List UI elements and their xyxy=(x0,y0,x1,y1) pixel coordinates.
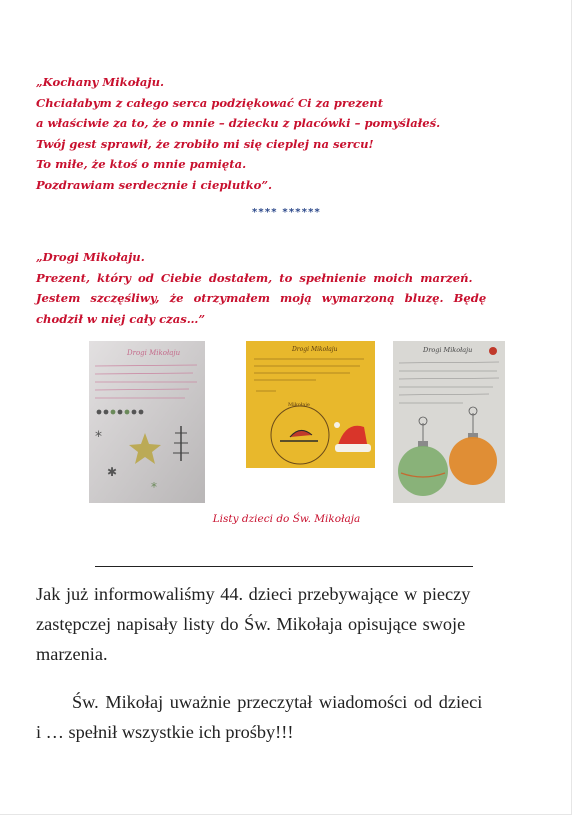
svg-text:*: * xyxy=(151,480,157,494)
letter2-line: Jestem szczęśliwy, że otrzymałem moją wymarzoną bluzę. Będę xyxy=(36,291,487,305)
letter1-line: „Kochany Mikołaju. xyxy=(36,75,165,89)
photo1-heading: Drogi Mikołaju xyxy=(127,349,181,357)
photo2-label: Mikołaje xyxy=(288,402,310,408)
letter1-line: a właściwie za to, że o mnie – dziecku z placówki – pomyślałeś. xyxy=(36,116,441,130)
horizontal-rule xyxy=(95,566,473,567)
letter1-line: Chciałabym z całego serca podziękować Ci za prezent xyxy=(36,95,384,110)
separator-stars: **** ****** xyxy=(252,207,321,218)
svg-text:✱: ✱ xyxy=(107,465,118,479)
letter1-line: To miłe, że ktoś o mnie pamięta. xyxy=(36,157,247,171)
photo-caption: Listy dzieci do Św. Mikołaja xyxy=(212,513,361,525)
paragraph2-line: Św. Mikołaj uważnie przeczytał wiadomości od dzieci xyxy=(72,692,483,712)
letter2-line: Prezent, który od Ciebie dostałem, to spełnienie moich marzeń. xyxy=(36,270,473,285)
photo2-heading: Drogi Mikołaju xyxy=(292,346,338,353)
letter2-line: „Drogi Mikołaju. xyxy=(36,250,145,264)
letter-quote-2 xyxy=(36,247,546,329)
letter2-line: chodził w niej cały czas…” xyxy=(36,311,206,326)
paragraph-1 xyxy=(36,579,536,669)
paragraph2-line: i … spełnił wszystkie ich prośby!!! xyxy=(36,722,294,742)
paragraph-2 xyxy=(36,687,536,747)
letter1-line: Pozdrawiam serdecznie i cieplutko”. xyxy=(36,177,273,192)
letter1-line: Twój gest sprawił, że zrobiło mi się cieplej na sercu! xyxy=(36,136,374,151)
paragraph1-line: Jak już informowaliśmy 44. dzieci przebywające w pieczy xyxy=(36,584,471,604)
letter-quote-1 xyxy=(36,72,546,195)
photo-letter-1 xyxy=(89,341,205,503)
photo-letter-3 xyxy=(393,341,505,503)
paragraph1-line: zastępczej napisały listy do Św. Mikołaja opisujące swoje xyxy=(36,614,466,634)
svg-text:*: * xyxy=(95,429,102,445)
paragraph1-line: marzenia. xyxy=(36,644,108,664)
photo-letter-2 xyxy=(246,341,375,468)
photo3-heading: Drogi Mikołaju xyxy=(423,346,473,354)
